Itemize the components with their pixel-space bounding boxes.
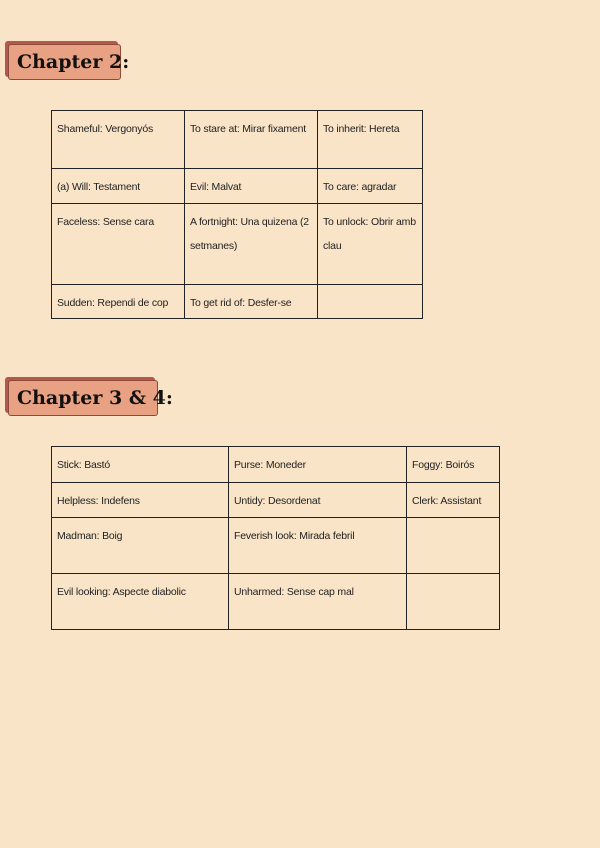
table-cell [318, 285, 423, 319]
table-row [52, 204, 423, 285]
chapter-2-heading: Chapter 2: [8, 44, 121, 80]
table-row [52, 111, 423, 169]
table-cell: A fortnight: Una quizena (2 setmanes) [185, 204, 318, 285]
table-cell: Unharmed: Sense cap mal [229, 574, 407, 630]
table-cell: To care: agradar [318, 169, 423, 204]
chapter-2-vocabulary-table [51, 110, 423, 319]
table-cell [407, 518, 500, 574]
table-cell: Purse: Moneder [229, 447, 407, 483]
table-row [52, 285, 423, 319]
table-cell: Untidy: Desordenat [229, 483, 407, 518]
table-cell: To stare at: Mirar fixament [185, 111, 318, 169]
table-cell: Shameful: Vergonyós [52, 111, 185, 169]
table-cell: Faceless: Sense cara [52, 204, 185, 285]
table-row [52, 447, 500, 483]
table-cell: Feverish look: Mirada febril [229, 518, 407, 574]
table-cell: Clerk: Assistant [407, 483, 500, 518]
table-row [52, 483, 500, 518]
table-cell: Sudden: Rependi de cop [52, 285, 185, 319]
table-cell: (a) Will: Testament [52, 169, 185, 204]
table-row [52, 518, 500, 574]
table-cell: Evil: Malvat [185, 169, 318, 204]
table-cell: Foggy: Boirós [407, 447, 500, 483]
table-row [52, 169, 423, 204]
table-cell: Helpless: Indefens [52, 483, 229, 518]
table-cell: To inherit: Hereta [318, 111, 423, 169]
table-cell [407, 574, 500, 630]
table-cell: To get rid of: Desfer-se [185, 285, 318, 319]
table-cell: To unlock: Obrir amb clau [318, 204, 423, 285]
table-cell: Evil looking: Aspecte diabolic [52, 574, 229, 630]
chapter-3-4-heading: Chapter 3 & 4: [8, 380, 158, 416]
table-cell: Stick: Bastó [52, 447, 229, 483]
table-cell: Madman: Boig [52, 518, 229, 574]
chapter-3-4-vocabulary-table [51, 446, 500, 630]
table-row [52, 574, 500, 630]
